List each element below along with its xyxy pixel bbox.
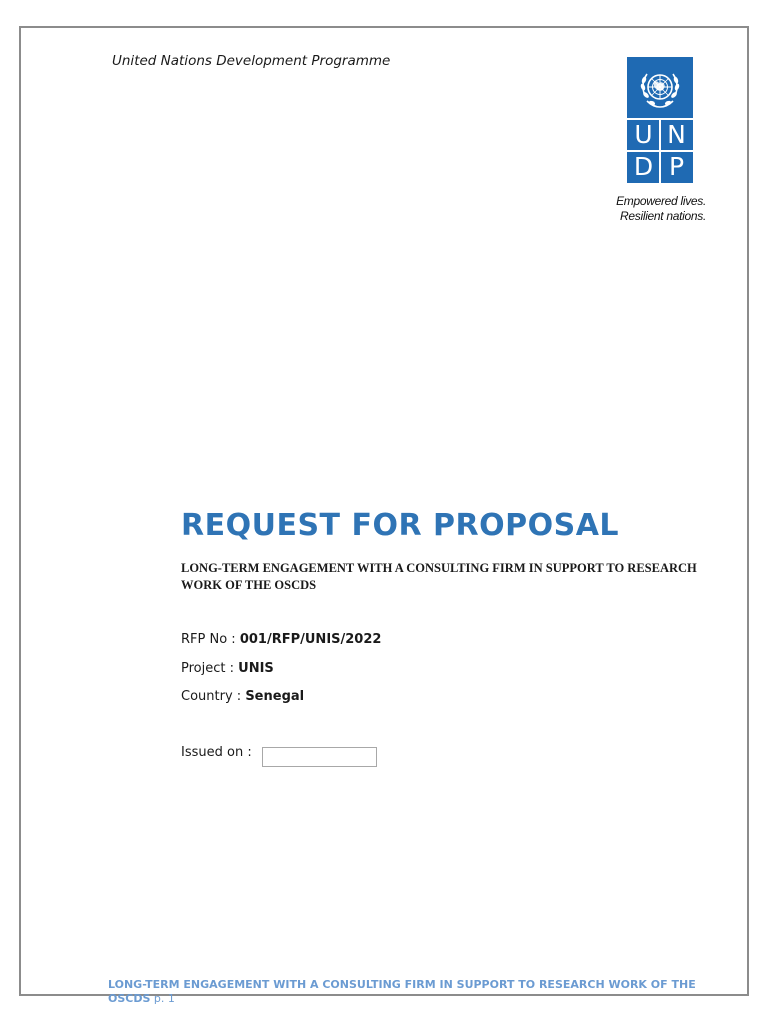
- document-subtitle: LONG-TERM ENGAGEMENT WITH A CONSULTING FIRM IN SUPPORT TO RESEARCH WORK OF THE OSCDS: [181, 561, 697, 592]
- logo-letter-u: U: [634, 120, 653, 149]
- undp-logo: [627, 57, 693, 183]
- project-value: UNIS: [238, 661, 274, 676]
- issued-on-label: Issued on :: [181, 745, 252, 760]
- country-label: Country :: [181, 689, 242, 704]
- project-row: [181, 661, 274, 676]
- issued-on-field[interactable]: [262, 747, 377, 767]
- logo-tagline: [590, 194, 706, 224]
- logo-letter-p: P: [668, 152, 685, 181]
- rfp-number-label: RFP No :: [181, 632, 236, 647]
- logo-letter-n: N: [667, 120, 686, 149]
- rfp-number-row: [181, 632, 381, 647]
- document-title: REQUEST FOR PROPOSAL: [181, 508, 620, 543]
- logo-letter-d: D: [633, 152, 654, 181]
- un-emblem-icon: [635, 63, 685, 113]
- tagline-line-2: Resilient nations.: [620, 209, 706, 223]
- footer-text: LONG-TERM ENGAGEMENT WITH A CONSULTING FIRM IN SUPPORT TO RESEARCH WORK OF THE OSCDS: [108, 978, 696, 1005]
- logo-letters: [627, 119, 693, 183]
- rfp-number-value: 001/RFP/UNIS/2022: [239, 632, 382, 647]
- organization-name: United Nations Development Programme: [112, 53, 391, 69]
- page-footer: [108, 978, 708, 1006]
- page-number: p. 1: [153, 992, 175, 1005]
- project-label: Project :: [181, 661, 234, 676]
- country-row: [181, 689, 304, 704]
- country-value: Senegal: [245, 689, 305, 704]
- tagline-line-1: Empowered lives.: [616, 194, 706, 208]
